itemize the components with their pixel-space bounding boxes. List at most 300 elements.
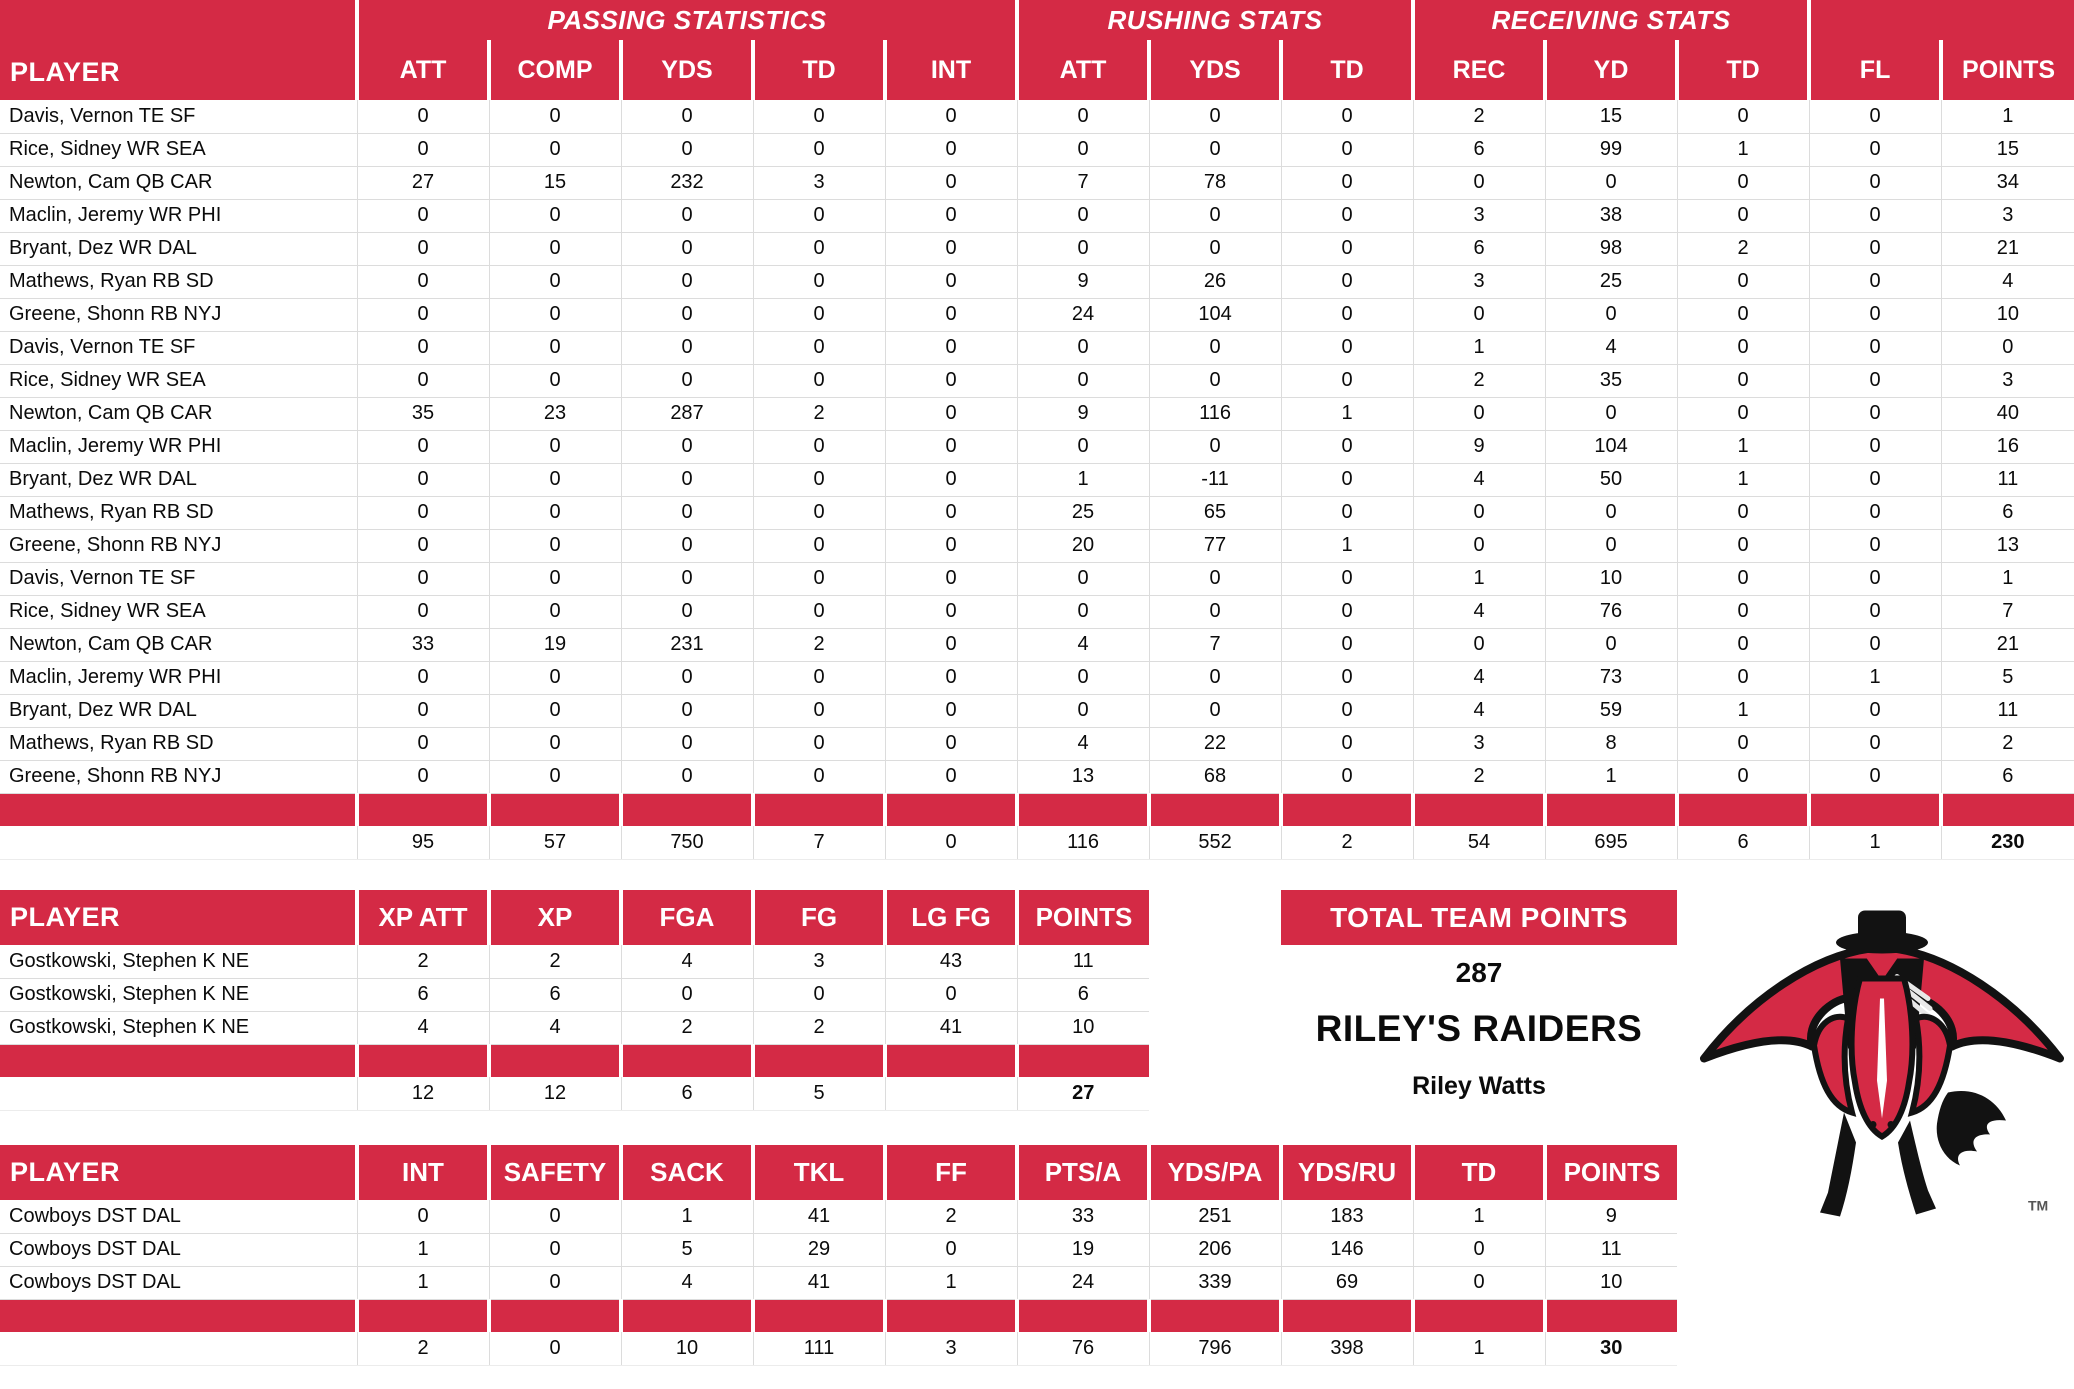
stat-cell: 41	[753, 1266, 885, 1299]
stat-cell: 0	[621, 364, 753, 397]
column-header: POINTS	[1017, 890, 1149, 945]
stat-cell: 0	[1149, 100, 1281, 133]
stat-cell: 0	[753, 133, 885, 166]
stat-cell: 2	[1413, 760, 1545, 793]
stat-cell: 77	[1149, 529, 1281, 562]
player-cell: Mathews, Ryan RB SD	[0, 727, 357, 760]
stat-cell: 0	[1017, 331, 1149, 364]
stat-cell: 13	[1017, 760, 1149, 793]
player-cell: Newton, Cam QB CAR	[0, 397, 357, 430]
stat-cell: 339	[1149, 1266, 1281, 1299]
stat-cell: 287	[621, 397, 753, 430]
stat-cell: 0	[753, 978, 885, 1011]
stat-cell: 2	[1413, 364, 1545, 397]
stat-cell: 0	[1809, 100, 1941, 133]
stat-cell: 0	[885, 463, 1017, 496]
stat-cell: 0	[1809, 397, 1941, 430]
table-row	[0, 463, 2074, 496]
stat-cell: 116	[1149, 397, 1281, 430]
stat-cell: 1	[1281, 529, 1413, 562]
column-header: INT	[885, 40, 1017, 100]
total-cell: 750	[621, 826, 753, 859]
player-column-header: PLAYER	[0, 890, 357, 945]
separator-cell	[0, 793, 357, 826]
stat-cell: 0	[357, 265, 489, 298]
stat-cell: 0	[753, 232, 885, 265]
column-header: TKL	[753, 1145, 885, 1200]
stat-cell: 0	[357, 694, 489, 727]
table-row	[0, 364, 2074, 397]
totals-label-cell	[0, 826, 357, 859]
separator-cell	[489, 1044, 621, 1077]
stat-cell: 2	[753, 1011, 885, 1044]
stat-cell: 0	[1281, 265, 1413, 298]
stat-cell: 0	[621, 463, 753, 496]
stat-cell: 0	[753, 331, 885, 364]
stat-cell: 3	[1941, 199, 2074, 232]
stat-cell: 0	[1149, 694, 1281, 727]
stat-cell: 0	[1677, 628, 1809, 661]
stat-cell: 1	[885, 1266, 1017, 1299]
stat-cell: 68	[1149, 760, 1281, 793]
player-cell: Bryant, Dez WR DAL	[0, 232, 357, 265]
column-header: TD	[1413, 1145, 1545, 1200]
total-cell: 796	[1149, 1332, 1281, 1365]
stat-cell: 0	[489, 298, 621, 331]
stat-cell: 0	[489, 727, 621, 760]
stat-cell: 0	[885, 661, 1017, 694]
stat-cell: 40	[1941, 397, 2074, 430]
player-cell: Cowboys DST DAL	[0, 1233, 357, 1266]
stat-cell: 0	[1017, 133, 1149, 166]
stat-cell: 7	[1941, 595, 2074, 628]
separator-cell	[1545, 793, 1677, 826]
stat-cell: 0	[489, 1200, 621, 1233]
player-cell: Gostkowski, Stephen K NE	[0, 1011, 357, 1044]
stat-cell: 6	[1413, 133, 1545, 166]
stat-cell: 50	[1545, 463, 1677, 496]
player-cell: Newton, Cam QB CAR	[0, 628, 357, 661]
table-row	[0, 397, 2074, 430]
column-header: SACK	[621, 1145, 753, 1200]
table-row	[0, 661, 2074, 694]
total-cell: 10	[621, 1332, 753, 1365]
table-row	[0, 232, 2074, 265]
column-header: TD	[1677, 40, 1809, 100]
total-cell: 7	[753, 826, 885, 859]
stat-cell: 0	[489, 1233, 621, 1266]
masked-rider-logo-art	[1692, 878, 2072, 1223]
table-row	[0, 1200, 1677, 1233]
player-cell: Rice, Sidney WR SEA	[0, 595, 357, 628]
stat-cell: 0	[1941, 331, 2074, 364]
stat-cell: 0	[1149, 133, 1281, 166]
stat-cell: 38	[1545, 199, 1677, 232]
separator-cell	[1017, 793, 1149, 826]
separator-cell	[357, 793, 489, 826]
stat-cell: 6	[1413, 232, 1545, 265]
total-cell: 111	[753, 1332, 885, 1365]
stat-cell: 0	[357, 232, 489, 265]
separator-cell	[753, 1044, 885, 1077]
separator-row	[0, 1299, 1677, 1332]
stat-cell: 4	[489, 1011, 621, 1044]
stat-cell: 23	[489, 397, 621, 430]
stat-cell: 0	[621, 562, 753, 595]
stat-cell: 13	[1941, 529, 2074, 562]
stat-cell: 0	[1281, 463, 1413, 496]
table-row	[0, 133, 2074, 166]
owner-name: Riley Watts	[1412, 1072, 1546, 1100]
stat-cell: 25	[1017, 496, 1149, 529]
stat-cell: 0	[1809, 760, 1941, 793]
table-row	[0, 1266, 1677, 1299]
stat-cell: 19	[489, 628, 621, 661]
total-cell: 76	[1017, 1332, 1149, 1365]
stat-cell: 11	[1017, 945, 1149, 978]
stat-cell: 4	[1017, 727, 1149, 760]
stat-cell: 0	[1017, 661, 1149, 694]
stat-cell: 0	[357, 430, 489, 463]
stat-cell: 0	[1149, 562, 1281, 595]
stat-cell: 0	[1281, 232, 1413, 265]
column-header: YD	[1545, 40, 1677, 100]
stat-cell: 99	[1545, 133, 1677, 166]
stat-cell: 6	[1941, 496, 2074, 529]
total-cell: 0	[885, 826, 1017, 859]
stat-cell: 0	[489, 430, 621, 463]
stat-cell: 0	[1281, 628, 1413, 661]
stat-cell: 43	[885, 945, 1017, 978]
column-header: TD	[1281, 40, 1413, 100]
stat-cell: 0	[885, 595, 1017, 628]
player-cell: Davis, Vernon TE SF	[0, 562, 357, 595]
stat-cell: 0	[753, 529, 885, 562]
stat-cell: 0	[1809, 331, 1941, 364]
separator-cell	[0, 1044, 357, 1077]
stat-cell: 0	[621, 529, 753, 562]
stat-cell: 0	[357, 199, 489, 232]
stat-cell: 0	[1281, 430, 1413, 463]
stat-cell: 1	[1809, 661, 1941, 694]
stat-cell: 5	[621, 1233, 753, 1266]
column-header: SAFETY	[489, 1145, 621, 1200]
stat-cell: 0	[621, 595, 753, 628]
stat-cell: 0	[885, 331, 1017, 364]
separator-cell	[1149, 1299, 1281, 1332]
stat-cell: 0	[1545, 496, 1677, 529]
separator-cell	[0, 1299, 357, 1332]
column-header: FL	[1809, 40, 1941, 100]
stat-cell: 1	[1413, 1200, 1545, 1233]
stat-cell: 0	[753, 760, 885, 793]
stat-cell: 0	[1281, 133, 1413, 166]
stat-cell: 0	[885, 562, 1017, 595]
stat-cell: 0	[357, 100, 489, 133]
stat-cell: 0	[753, 430, 885, 463]
stat-cell: 3	[1413, 199, 1545, 232]
stat-cell: 0	[753, 496, 885, 529]
player-cell: Gostkowski, Stephen K NE	[0, 945, 357, 978]
stat-cell: 33	[357, 628, 489, 661]
stat-cell: 0	[1281, 331, 1413, 364]
separator-row	[0, 793, 2074, 826]
stat-cell: 0	[621, 133, 753, 166]
stat-cell: 1	[1941, 562, 2074, 595]
stat-cell: -11	[1149, 463, 1281, 496]
player-cell: Gostkowski, Stephen K NE	[0, 978, 357, 1011]
stat-cell: 0	[753, 199, 885, 232]
stat-cell: 0	[885, 694, 1017, 727]
stat-cell: 0	[621, 661, 753, 694]
stat-cell: 0	[885, 1233, 1017, 1266]
column-header: LG FG	[885, 890, 1017, 945]
column-header: FG	[753, 890, 885, 945]
stat-cell: 0	[1809, 727, 1941, 760]
stat-cell: 0	[1677, 166, 1809, 199]
stat-cell: 0	[1281, 562, 1413, 595]
stat-cell: 9	[1413, 430, 1545, 463]
stat-cell: 1	[357, 1233, 489, 1266]
player-cell: Cowboys DST DAL	[0, 1266, 357, 1299]
stat-cell: 0	[1017, 100, 1149, 133]
stat-cell: 0	[1413, 166, 1545, 199]
stat-cell: 0	[621, 265, 753, 298]
stat-cell: 0	[1809, 133, 1941, 166]
stat-cell: 232	[621, 166, 753, 199]
separator-cell	[1941, 793, 2074, 826]
stat-cell: 0	[357, 133, 489, 166]
stat-cell: 0	[357, 595, 489, 628]
stat-cell: 206	[1149, 1233, 1281, 1266]
stat-cell: 34	[1941, 166, 2074, 199]
stat-cell: 0	[1149, 232, 1281, 265]
stat-cell: 0	[489, 100, 621, 133]
stat-cell: 0	[1677, 298, 1809, 331]
separator-cell	[357, 1299, 489, 1332]
stat-cell: 0	[621, 298, 753, 331]
stat-cell: 0	[357, 463, 489, 496]
stat-cell: 4	[1413, 661, 1545, 694]
stat-cell: 2	[885, 1200, 1017, 1233]
group-header	[1809, 0, 2074, 40]
stat-cell: 10	[1017, 1011, 1149, 1044]
total-cell: 2	[357, 1332, 489, 1365]
total-cell: 27	[1017, 1077, 1149, 1110]
stat-cell: 0	[1017, 199, 1149, 232]
total-cell: 1	[1809, 826, 1941, 859]
stat-cell: 0	[1677, 397, 1809, 430]
column-header: YDS/RU	[1281, 1145, 1413, 1200]
stat-cell: 0	[489, 331, 621, 364]
total-cell	[885, 1077, 1017, 1110]
table-row	[0, 760, 2074, 793]
stat-cell: 0	[621, 496, 753, 529]
stat-cell: 6	[1017, 978, 1149, 1011]
stat-cell: 0	[1281, 727, 1413, 760]
stat-cell: 0	[753, 364, 885, 397]
stat-cell: 2	[753, 628, 885, 661]
stat-cell: 0	[1281, 496, 1413, 529]
stat-cell: 41	[885, 1011, 1017, 1044]
stat-cell: 6	[1941, 760, 2074, 793]
separator-cell	[753, 1299, 885, 1332]
player-cell: Rice, Sidney WR SEA	[0, 364, 357, 397]
stat-cell: 0	[357, 298, 489, 331]
stat-cell: 0	[621, 727, 753, 760]
stat-cell: 4	[1413, 694, 1545, 727]
table-row	[0, 166, 2074, 199]
stat-cell: 41	[753, 1200, 885, 1233]
column-header: REC	[1413, 40, 1545, 100]
stat-cell: 2	[357, 945, 489, 978]
group-header: PASSING STATISTICS	[357, 0, 1017, 40]
stat-cell: 0	[357, 562, 489, 595]
total-cell: 54	[1413, 826, 1545, 859]
table-row	[0, 529, 2074, 562]
stat-cell: 0	[1809, 496, 1941, 529]
stat-cell: 1	[1941, 100, 2074, 133]
stat-cell: 0	[1017, 694, 1149, 727]
stat-cell: 0	[885, 364, 1017, 397]
player-cell: Rice, Sidney WR SEA	[0, 133, 357, 166]
stat-cell: 0	[885, 298, 1017, 331]
stat-cell: 0	[1545, 166, 1677, 199]
stat-cell: 0	[1149, 430, 1281, 463]
total-cell: 6	[621, 1077, 753, 1110]
stat-cell: 4	[1413, 595, 1545, 628]
stat-cell: 0	[1809, 199, 1941, 232]
stat-cell: 0	[621, 430, 753, 463]
stat-cell: 27	[357, 166, 489, 199]
separator-row	[0, 1044, 1149, 1077]
stat-cell: 2	[1941, 727, 2074, 760]
stat-cell: 11	[1941, 463, 2074, 496]
total-cell: 552	[1149, 826, 1281, 859]
player-cell: Greene, Shonn RB NYJ	[0, 760, 357, 793]
stat-cell: 0	[1809, 529, 1941, 562]
stat-cell: 0	[885, 430, 1017, 463]
player-cell: Cowboys DST DAL	[0, 1200, 357, 1233]
stat-cell: 8	[1545, 727, 1677, 760]
stat-cell: 0	[1809, 694, 1941, 727]
stat-cell: 0	[1413, 529, 1545, 562]
stat-cell: 1	[1281, 397, 1413, 430]
stat-cell: 24	[1017, 1266, 1149, 1299]
stat-cell: 0	[1281, 364, 1413, 397]
table-row	[0, 199, 2074, 232]
stat-cell: 0	[885, 978, 1017, 1011]
stat-cell: 1	[621, 1200, 753, 1233]
stat-cell: 0	[1677, 199, 1809, 232]
separator-cell	[489, 793, 621, 826]
stat-cell: 9	[1017, 397, 1149, 430]
column-header: XP ATT	[357, 890, 489, 945]
stat-cell: 15	[1941, 133, 2074, 166]
stat-cell: 26	[1149, 265, 1281, 298]
column-header: FGA	[621, 890, 753, 945]
stat-cell: 0	[1281, 100, 1413, 133]
stat-cell: 0	[1677, 760, 1809, 793]
total-cell: 1	[1413, 1332, 1545, 1365]
separator-cell	[489, 1299, 621, 1332]
stat-cell: 0	[1677, 727, 1809, 760]
player-cell: Newton, Cam QB CAR	[0, 166, 357, 199]
stat-cell: 0	[1545, 397, 1677, 430]
stat-cell: 20	[1017, 529, 1149, 562]
stat-cell: 0	[621, 331, 753, 364]
stat-cell: 0	[621, 232, 753, 265]
separator-cell	[357, 1044, 489, 1077]
stat-cell: 0	[1149, 331, 1281, 364]
stat-cell: 0	[489, 232, 621, 265]
stat-cell: 0	[357, 496, 489, 529]
stat-cell: 0	[489, 133, 621, 166]
stat-cell: 0	[489, 562, 621, 595]
stat-cell: 0	[489, 265, 621, 298]
separator-cell	[621, 1044, 753, 1077]
stat-cell: 6	[489, 978, 621, 1011]
stat-cell: 0	[357, 529, 489, 562]
stat-cell: 2	[1413, 100, 1545, 133]
stat-cell: 0	[885, 232, 1017, 265]
stat-cell: 146	[1281, 1233, 1413, 1266]
player-column-header: PLAYER	[0, 1145, 357, 1200]
stat-cell: 0	[885, 529, 1017, 562]
total-team-points-header: TOTAL TEAM POINTS	[1281, 890, 1677, 945]
table-row	[0, 265, 2074, 298]
stat-cell: 65	[1149, 496, 1281, 529]
stat-cell: 4	[1017, 628, 1149, 661]
table-row	[0, 100, 2074, 133]
stat-cell: 0	[1677, 496, 1809, 529]
stat-cell: 0	[753, 694, 885, 727]
stat-cell: 11	[1545, 1233, 1677, 1266]
stat-cell: 0	[1677, 562, 1809, 595]
stat-cell: 6	[357, 978, 489, 1011]
stat-cell: 0	[1677, 265, 1809, 298]
column-header: PTS/A	[1017, 1145, 1149, 1200]
stat-cell: 1	[357, 1266, 489, 1299]
stat-cell: 0	[489, 529, 621, 562]
stat-cell: 25	[1545, 265, 1677, 298]
stat-cell: 4	[1413, 463, 1545, 496]
stat-cell: 1	[1545, 760, 1677, 793]
separator-cell	[885, 1044, 1017, 1077]
column-header: YDS/PA	[1149, 1145, 1281, 1200]
stat-cell: 0	[1413, 1233, 1545, 1266]
column-header: ATT	[1017, 40, 1149, 100]
stat-cell: 0	[753, 661, 885, 694]
table-row	[0, 628, 2074, 661]
table-row	[0, 595, 2074, 628]
totals-label-cell	[0, 1077, 357, 1110]
column-header: POINTS	[1545, 1145, 1677, 1200]
stat-cell: 76	[1545, 595, 1677, 628]
stat-cell: 0	[489, 1266, 621, 1299]
stat-cell: 0	[1017, 232, 1149, 265]
table-row	[0, 298, 2074, 331]
team-total-points-value: 287	[1455, 957, 1503, 988]
stat-cell: 2	[1677, 232, 1809, 265]
stat-cell: 0	[357, 661, 489, 694]
separator-cell	[1017, 1044, 1149, 1077]
table-row	[0, 430, 2074, 463]
stat-cell: 0	[621, 760, 753, 793]
stat-cell: 0	[1281, 694, 1413, 727]
stat-cell: 0	[1809, 298, 1941, 331]
total-cell: 230	[1941, 826, 2074, 859]
